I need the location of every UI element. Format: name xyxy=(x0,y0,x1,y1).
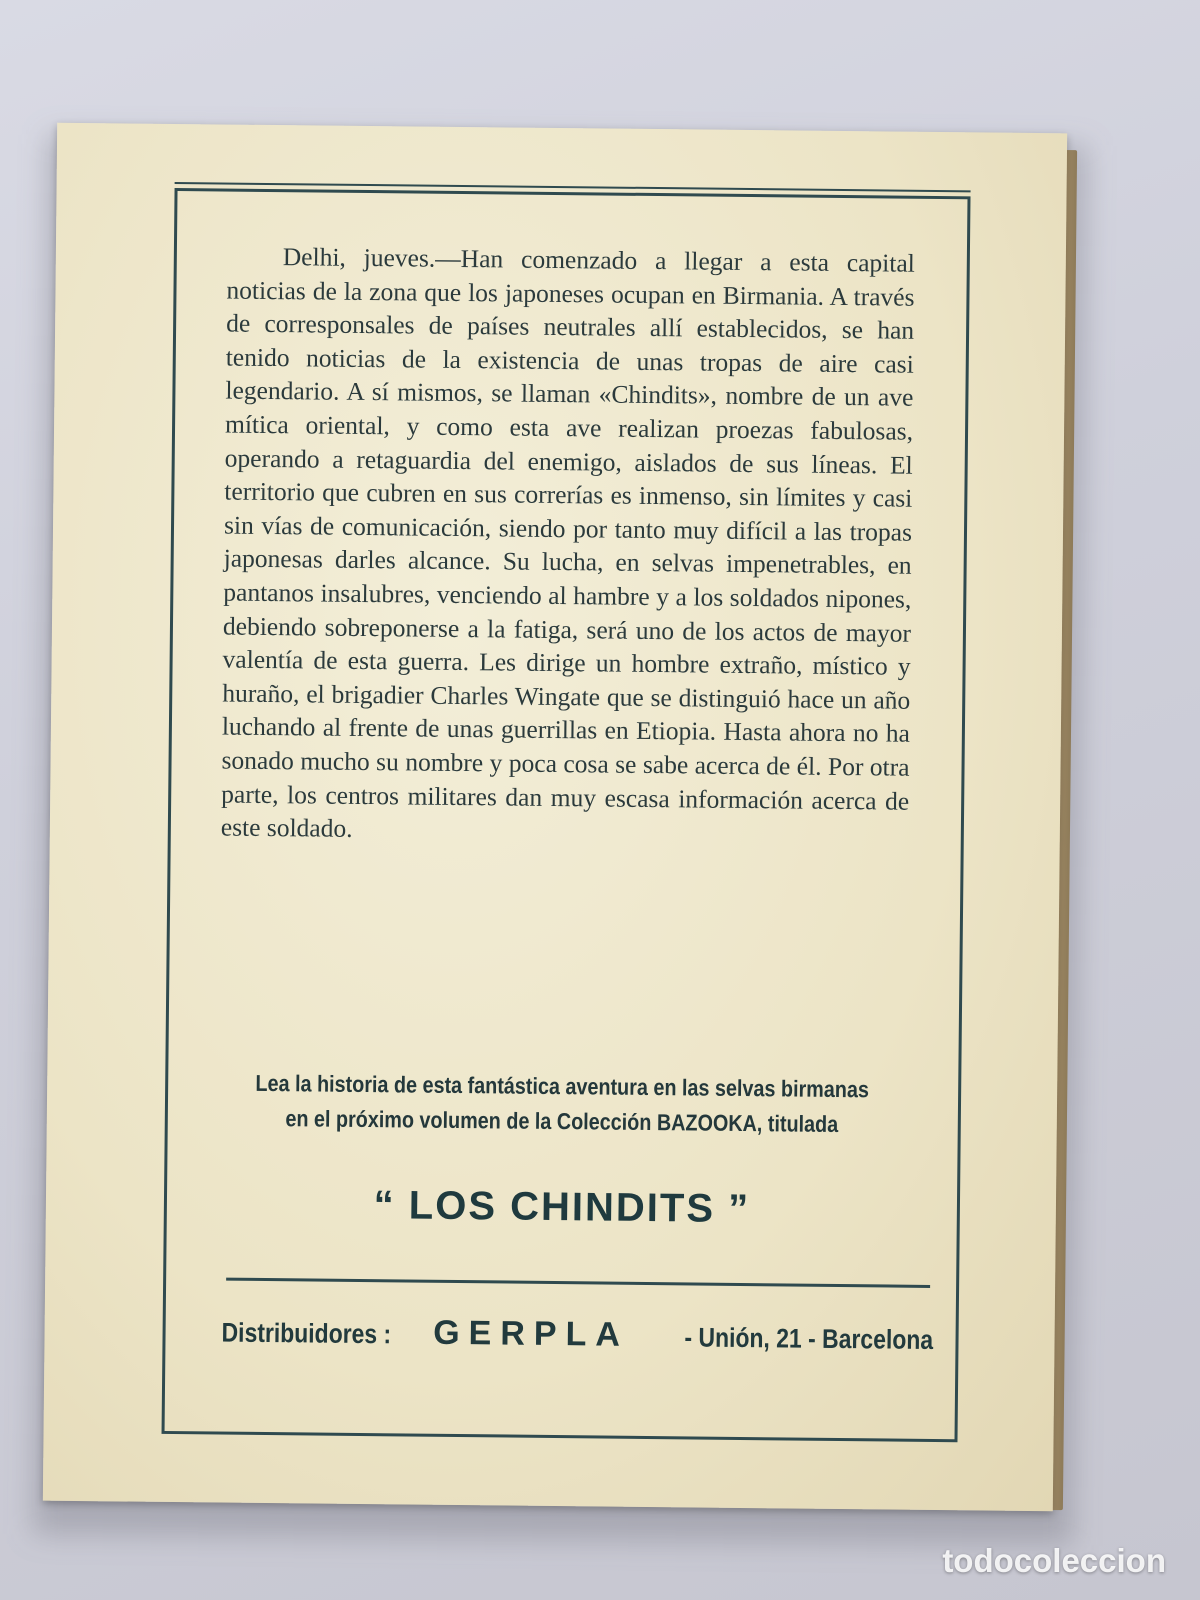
book-title: “ LOS CHINDITS ” xyxy=(373,1183,751,1232)
distributor-brand: GERPLA xyxy=(433,1313,630,1354)
cover-frame xyxy=(162,188,971,1442)
book-back-cover xyxy=(43,123,1067,1512)
news-paragraph: Delhi, jueves.—Han comenzado a llegar a esta capital noticias de la zona que los japoneses ocupan en Birmania. A través de corresponsales de países neutrales allí establecidos, se han tenido noticias de la existencia de unas tropas de aire casi legendario. A sí mismos, se llaman «Chindits», nombre de un ave mítica oriental, y como esta ave realizan proezas fabulosas, operando a retaguardia del enemigo, aislados de sus líneas. El territorio que cubren en sus correrías es inmenso, sin límites y casi sin vías de comunicación, siendo por tanto muy difícil a las tropas japonesas darles alcance. Su lucha, en selvas impenetrables, en pantanos insalubres, venciendo al hambre y a los soldados nipones, debiendo sobreponerse a la fatiga, será uno de los actos de mayor valentía de esta guerra. Les dirige un hombre extraño, místico y huraño, el brigadier Charles Wingate que se distinguió hace un año luchando al frente de unas guerrillas en Etiopia. Hasta ahora no ha sonado mucho su nombre y poca cosa se sabe acerca de él. Por otra parte, los centros militares dan muy escasa información acerca de este soldado. xyxy=(220,242,915,843)
distributor-address: - Unión, 21 - Barcelona xyxy=(684,1322,934,1355)
watermark-logo: todocoleccion xyxy=(942,1542,1166,1579)
distributor-line xyxy=(221,1312,933,1358)
call-to-action-text: Lea la historia de esta fantástica aventura en las selvas birmanas en el próximo volumen de la Colección BAZOOKA, titulada xyxy=(255,1069,870,1137)
distributor-label: Distribuidores : xyxy=(221,1317,392,1350)
footer-divider xyxy=(226,1278,930,1288)
